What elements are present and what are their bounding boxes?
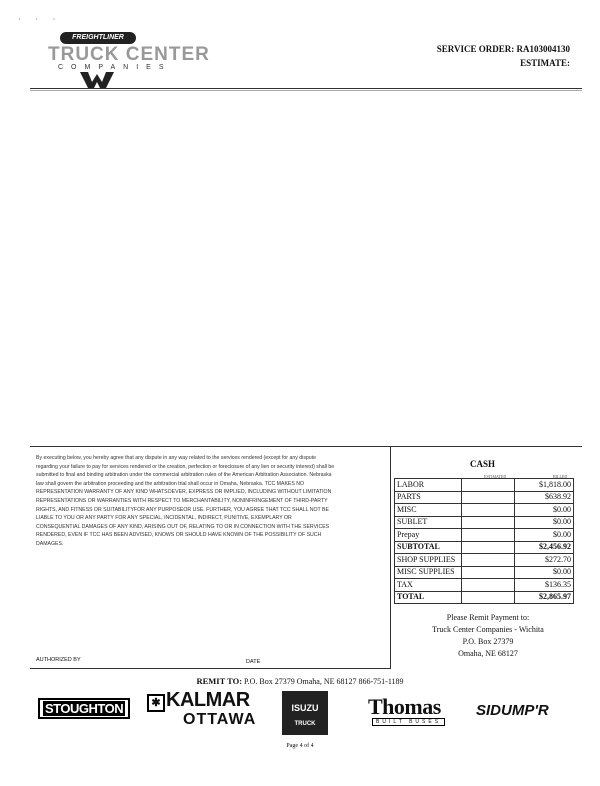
kalmar-logo: KALMAR — [166, 689, 250, 711]
cash-row-label: SHOP SUPPLIES — [395, 554, 462, 567]
arbitration-terms: By executing below, you hereby agree that any dispute in any way related to the services rendered (except for any dispute regarding your failure to pay for services rendered or the creation, perfection or foreclosure of any lien or security interest) shall be submitted to final and binding arbitration under the commercial arbitration rules of the American Arbitration Association. Nebraska law shall govern the arbitration proceeding and the arbitration trial shall occur in Omaha, Nebraska. TCC MAKES NO REPRESENTATION WARRANTY OF ANY KIND WHATSOEVER, EXPRESS OR IMPLIED, INCLUDING WITHOUT LIMITATION REPRESENTATIONS OR WARRANTIES WITH RESPECT TO MERCHANTABILITY, NONINFRINGEMENT OF THIRD-PARTY RIGHTS, AND FITNESS OR SUITABILITYFOR ANY PURPOSEOR USE. FURTHER, YOU AGREE THAT TCC SHALL NOT BE LIABLE TO YOU OR ANY PARTY FOR ANY SPECIAL, INCIDENTAL, INDIRECT, PUNITIVE, EXEMPLARY OR CONSEQUENTIAL DAMAGES OF ANY KIND, ARISING OUT OF, RELATING TO OR IN CONNECTION WITH THE SERVICES RENDERED, EVEN IF TCC HAS BEEN ADVISED, KNOWS OR SHOULD HAVE KNOWN OF THE POSSIBILITY OF SUCH DAMAGES. — [36, 455, 335, 547]
cash-row-billed: $1,818.00 — [515, 479, 574, 492]
date-label: DATE — [246, 659, 261, 665]
cash-row-label: Prepay — [395, 529, 462, 542]
thomas-built-buses-text: BUILT BUSES — [372, 718, 445, 726]
remit-payment-block — [398, 612, 578, 660]
kalmar-logo-icon: ✱ — [147, 694, 165, 712]
cash-row-label: TAX — [395, 579, 462, 592]
remit-line-3: P.O. Box 27379 — [462, 637, 514, 646]
cash-row-estimated — [462, 529, 515, 542]
stoughton-logo-text: STOUGHTON — [45, 701, 124, 716]
scan-marks: · · · — [18, 14, 62, 24]
isuzu-truck-text: TRUCK — [294, 721, 316, 727]
cash-row-estimated — [462, 516, 515, 529]
remit-line-4: Omaha, NE 68127 — [458, 649, 518, 658]
cash-row-label: PARTS — [395, 491, 462, 504]
service-order-label: SERVICE ORDER: — [436, 44, 515, 54]
remit-to-label: REMIT TO: — [196, 676, 243, 686]
cash-row — [395, 479, 574, 492]
service-order-value: RA103004130 — [516, 44, 570, 54]
signature-line — [30, 668, 390, 669]
sidumpr-logo: SIDUMP'R — [476, 702, 549, 719]
footer-box-top-rule — [30, 446, 582, 447]
remit-to-address: P.O. Box 27379 Omaha, NE 68127 866-751-1189 — [244, 677, 404, 686]
column-estimated-header: ESTIMATED — [484, 474, 507, 479]
cash-row-billed: $638.92 — [515, 491, 574, 504]
cash-row-estimated — [462, 591, 515, 604]
isuzu-logo-text: ISUZU — [291, 703, 319, 713]
service-order — [437, 44, 570, 54]
cash-row-label: SUBLET — [395, 516, 462, 529]
cash-row — [395, 579, 574, 592]
cash-row-billed: $0.00 — [515, 566, 574, 579]
cash-row-estimated — [462, 491, 515, 504]
cash-row-label: MISC SUPPLIES — [395, 566, 462, 579]
companies-logo-text: COMPANIES — [58, 64, 172, 71]
cash-row — [395, 566, 574, 579]
remit-line-2: Truck Center Companies - Wichita — [432, 625, 544, 634]
remit-line-1: Please Remit Payment to: — [446, 613, 530, 622]
cash-totals-table — [394, 478, 574, 604]
cash-row — [395, 516, 574, 529]
column-billed-header: BILLED — [553, 474, 568, 479]
footer-box-divider — [390, 446, 391, 669]
cash-row-label: TOTAL — [395, 591, 462, 604]
cash-row-billed: $272.70 — [515, 554, 574, 567]
cash-row-estimated — [462, 566, 515, 579]
cash-row-estimated — [462, 504, 515, 517]
cash-row-billed: $2,865.97 — [515, 591, 574, 604]
cash-row-estimated — [462, 579, 515, 592]
cash-row — [395, 541, 574, 554]
remit-to-line — [0, 676, 600, 686]
cash-row-estimated — [462, 554, 515, 567]
ottawa-logo: OTTAWA — [183, 711, 257, 728]
page-number: Page 4 of 4 — [286, 743, 314, 749]
cash-row-label: LABOR — [395, 479, 462, 492]
cash-row — [395, 529, 574, 542]
cash-row-estimated — [462, 541, 515, 554]
cash-row-label: MISC — [395, 504, 462, 517]
stoughton-logo — [38, 698, 130, 719]
cash-title: CASH — [470, 459, 496, 469]
cash-row-billed: $0.00 — [515, 529, 574, 542]
cash-row-label: SUBTOTAL — [395, 541, 462, 554]
freightliner-logo-badge: FREIGHTLINER — [60, 32, 136, 44]
header-divider-shadow — [30, 90, 582, 91]
thomas-logo: Thomas — [368, 694, 441, 719]
cash-row-estimated — [462, 479, 515, 492]
cash-row — [395, 554, 574, 567]
cash-row-billed: $136.35 — [515, 579, 574, 592]
cash-row-billed: $2,456.92 — [515, 541, 574, 554]
cash-row — [395, 504, 574, 517]
cash-row-billed: $0.00 — [515, 504, 574, 517]
cash-row — [395, 491, 574, 504]
truck-center-logo: TRUCK CENTER — [48, 44, 210, 65]
cash-row-billed: $0.00 — [515, 516, 574, 529]
cash-row — [395, 591, 574, 604]
authorized-by-label: AUTHORIZED BY — [36, 657, 81, 663]
header-divider — [30, 88, 582, 89]
western-star-logo-icon — [80, 72, 114, 88]
isuzu-truck-logo — [282, 691, 328, 735]
estimate-label: ESTIMATE: — [520, 58, 570, 68]
